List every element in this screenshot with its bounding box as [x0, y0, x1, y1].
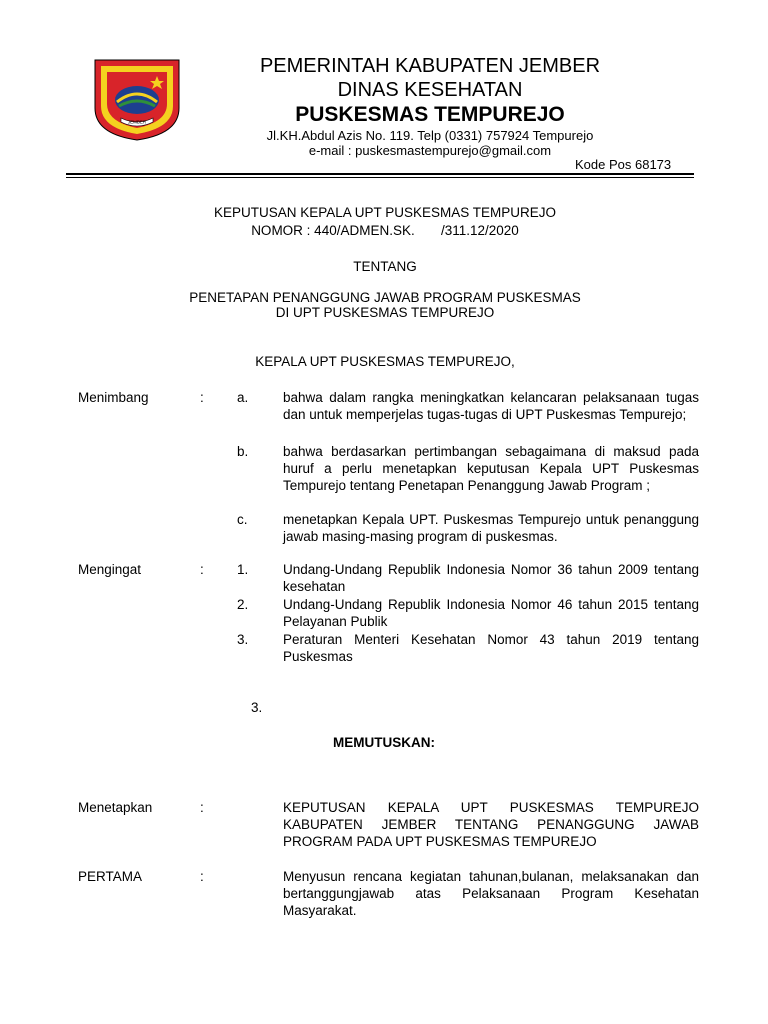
mengingat-label: Mengingat	[78, 562, 142, 577]
mengingat-item-text: Undang-Undang Republik Indonesia Nomor 36 tahun 2009 tentang kesehatan	[283, 562, 699, 594]
letterhead-divider-thin	[66, 177, 694, 178]
decree-issuer: KEPALA UPT PUSKESMAS TEMPUREJO,	[255, 354, 515, 369]
mengingat-item-text: Peraturan Menteri Kesehatan Nomor 43 tahun 2019 tentang Puskesmas	[283, 632, 699, 664]
letterhead-department: DINAS KESEHATAN	[337, 79, 523, 101]
mengingat-item-number: 2.	[237, 597, 249, 612]
menimbang-colon: :	[200, 390, 204, 405]
decree-subject-line1: PENETAPAN PENANGGUNG JAWAB PROGRAM PUSKESMAS	[189, 290, 581, 305]
decree-title: KEPUTUSAN KEPALA UPT PUSKESMAS TEMPUREJO	[213, 205, 557, 220]
pertama-text: Menyusun rencana kegiatan tahunan,bulanan, melaksanakan dan bertanggungjawab atas Pelaksanaan Program Kesehatan Masyarakat.	[283, 869, 699, 918]
letterhead-postal-code: Kode Pos 68173	[575, 157, 672, 172]
svg-text:JEMBER: JEMBER	[127, 119, 147, 125]
letterhead-divider-thick	[66, 173, 694, 175]
menetapkan-text: KEPUTUSAN KEPALA UPT PUSKESMAS TEMPUREJO KABUPATEN JEMBER TENTANG PENANGGUNG JAWAB PROGRAM PADA UPT PUSKESMAS TEMPUREJO	[283, 800, 699, 849]
decree-subject-line2: DI UPT PUSKESMAS TEMPUREJO	[275, 305, 495, 320]
menetapkan-label: Menetapkan	[78, 800, 153, 815]
menimbang-item-number: a.	[237, 390, 249, 405]
menimbang-item-text: bahwa berdasarkan pertimbangan sebagaimana di maksud pada huruf a perlu menetapkan keputusan Kepala UPT Puskesmas Tempurejo tentang Penetapan Penanggung Jawab Program ;	[283, 444, 699, 493]
menetapkan-colon: :	[200, 800, 204, 815]
letterhead-government: PEMERINTAH KABUPATEN JEMBER	[259, 55, 601, 77]
jember-regency-logo	[91, 56, 183, 142]
mengingat-item-number: 3.	[237, 632, 249, 647]
letterhead-institution: PUSKESMAS TEMPUREJO	[295, 103, 565, 126]
pertama-colon: :	[200, 869, 204, 884]
menimbang-label: Menimbang	[78, 390, 149, 405]
menimbang-item-number: c.	[237, 512, 248, 527]
menimbang-item-number: b.	[237, 444, 249, 459]
mengingat-item-text: Undang-Undang Republik Indonesia Nomor 46 tahun 2015 tentang Pelayanan Publik	[283, 597, 699, 629]
pertama-label: PERTAMA	[78, 869, 143, 884]
letterhead-email: e-mail : puskesmastempurejo@gmail.com	[308, 143, 552, 158]
mengingat-item-number: 1.	[237, 562, 249, 577]
menimbang-item-text: bahwa dalam rangka meningkatkan kelancaran pelaksanaan tugas dan untuk memperjelas tugas-tugas di UPT Puskesmas Tempurejo;	[283, 390, 699, 422]
decree-tentang: TENTANG	[353, 259, 417, 274]
stray-item-number: 3.	[251, 700, 263, 715]
decree-number: NOMOR : 440/ADMEN.SK. /311.12/2020	[251, 223, 519, 238]
memutuskan-heading: MEMUTUSKAN:	[333, 735, 435, 750]
mengingat-colon: :	[200, 562, 204, 577]
menimbang-item-text: menetapkan Kepala UPT. Puskesmas Tempurejo untuk penanggung jawab masing-masing program di puskesmas.	[283, 512, 699, 544]
letterhead-address: Jl.KH.Abdul Azis No. 119. Telp (0331) 757924 Tempurejo	[266, 128, 594, 143]
